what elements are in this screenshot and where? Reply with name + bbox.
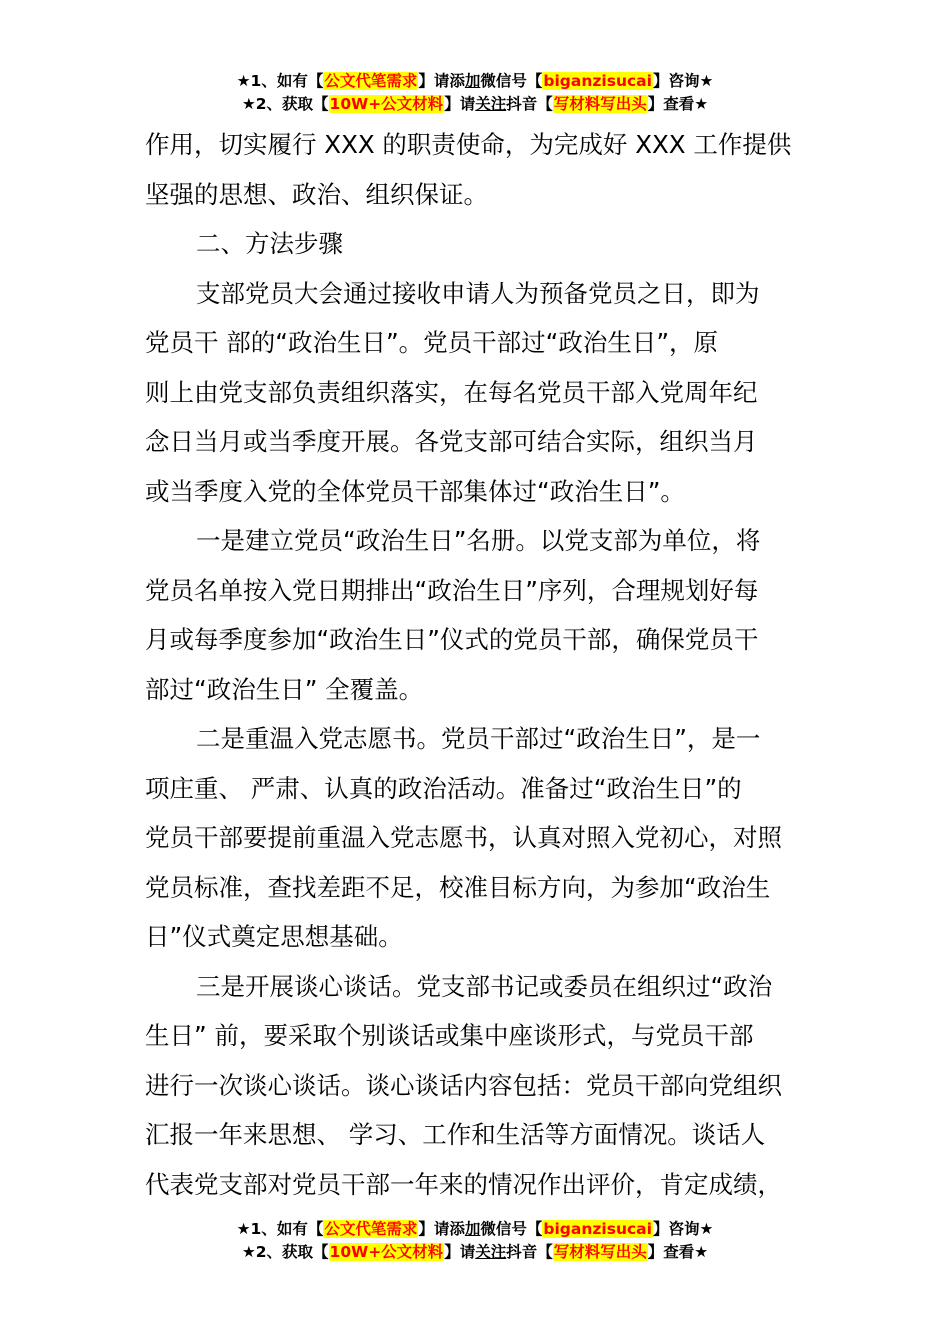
highlight-tag: 公文代笔需求	[324, 1220, 418, 1238]
text-line: 党员干部要提前重温入党志愿书，认真对照入党初心，对照	[145, 823, 782, 852]
banner-text: 微信号【	[480, 72, 543, 90]
text-line: 党员名单按入党日期排出“政治生日”序列，合理规划好每	[145, 575, 759, 605]
banner-emphasis: 关注	[475, 95, 507, 113]
banner-text: 】查看★	[647, 1243, 709, 1261]
banner-text: 】请	[444, 95, 476, 113]
banner-line-1	[0, 70, 950, 93]
banner-text: 】咨询★	[652, 1220, 714, 1238]
banner-line-2	[0, 1241, 950, 1264]
text-line: 作用，切实履行 XXX 的职责使命，为完成好 XXX 工作提供	[145, 130, 792, 159]
banner-text: ★2、获取【	[241, 95, 329, 113]
text-line: 月或每季度参加“政治生日”仪式的党员干部，确保党员干	[145, 625, 759, 654]
banner-text: 】咨询★	[652, 72, 714, 90]
footer-banner	[0, 1218, 950, 1264]
banner-emphasis: 加	[464, 1220, 481, 1238]
banner-text: 微信号【	[480, 1220, 543, 1238]
text-line: 则上由党支部负责组织落实，在每名党员干部入党周年纪	[145, 377, 758, 407]
highlight-tag: 写材料写出头	[553, 1243, 647, 1261]
text-line: 生日” 前，要采取个别谈话或集中座谈形式，与党员干部	[145, 1021, 754, 1050]
text-line: 项庄重、 严肃、认真的政治活动。准备过“政治生日”的	[145, 773, 742, 803]
highlight-tag: 写材料写出头	[553, 95, 647, 113]
banner-text: ★2、获取【	[241, 1243, 329, 1261]
document-body	[145, 120, 810, 1209]
text-line: 日”仪式奠定思想基础。	[145, 922, 403, 951]
text-line: 三是开展谈心谈话。党支部书记或委员在组织过“政治	[196, 971, 773, 1001]
text-line: 支部党员大会通过接收申请人为预备党员之日，即为	[196, 278, 760, 308]
banner-emphasis: 加	[464, 72, 481, 90]
text-line: 部过“政治生日” 全覆盖。	[145, 674, 424, 704]
banner-emphasis: 关注	[475, 1243, 507, 1261]
banner-text: 】请添	[418, 1220, 465, 1238]
text-line: 党员标准，查找差距不足，校准目标方向，为参加“政治生	[145, 872, 771, 902]
text-line: 进行一次谈心谈话。谈心谈话内容包括：党员干部向党组织	[145, 1070, 782, 1100]
banner-text: 抖音【	[506, 95, 553, 113]
text-line: 一是建立党员“政治生日”名册。以党支部为单位，将	[196, 526, 761, 555]
highlight-tag: biganzisucai	[543, 72, 652, 90]
banner-text: 】请添	[418, 72, 465, 90]
banner-text: 抖音【	[506, 1243, 553, 1261]
text-line: 或当季度入党的全体党员干部集体过“政治生日”。	[145, 476, 685, 506]
banner-text: 】查看★	[647, 95, 709, 113]
highlight-tag: 10W+公文材料	[329, 95, 444, 113]
banner-text: 】请	[444, 1243, 476, 1261]
section-heading: 二、方法步骤	[196, 229, 343, 258]
text-line: 代表党支部对党员干部一年来的情况作出评价，肯定成绩，	[145, 1169, 782, 1199]
text-line: 党员干 部的“政治生日”。党员干部过“政治生日”，原	[145, 328, 719, 357]
text-line: 坚强的思想、政治、组织保证。	[145, 179, 488, 209]
highlight-tag: 公文代笔需求	[324, 72, 418, 90]
text-line: 二是重温入党志愿书。党员干部过“政治生日”，是一	[196, 724, 761, 753]
text-line: 念日当月或当季度开展。各党支部可结合实际，组织当月	[145, 427, 758, 456]
header-banner	[0, 70, 950, 116]
banner-text: ★1、如有【	[236, 72, 324, 90]
highlight-tag: 10W+公文材料	[329, 1243, 444, 1261]
banner-text: ★1、如有【	[236, 1220, 324, 1238]
banner-line-1	[0, 1218, 950, 1241]
highlight-tag: biganzisucai	[543, 1220, 652, 1238]
text-line: 汇报一年来思想、 学习、工作和生活等方面情况。谈话人	[145, 1120, 766, 1149]
banner-line-2	[0, 93, 950, 116]
